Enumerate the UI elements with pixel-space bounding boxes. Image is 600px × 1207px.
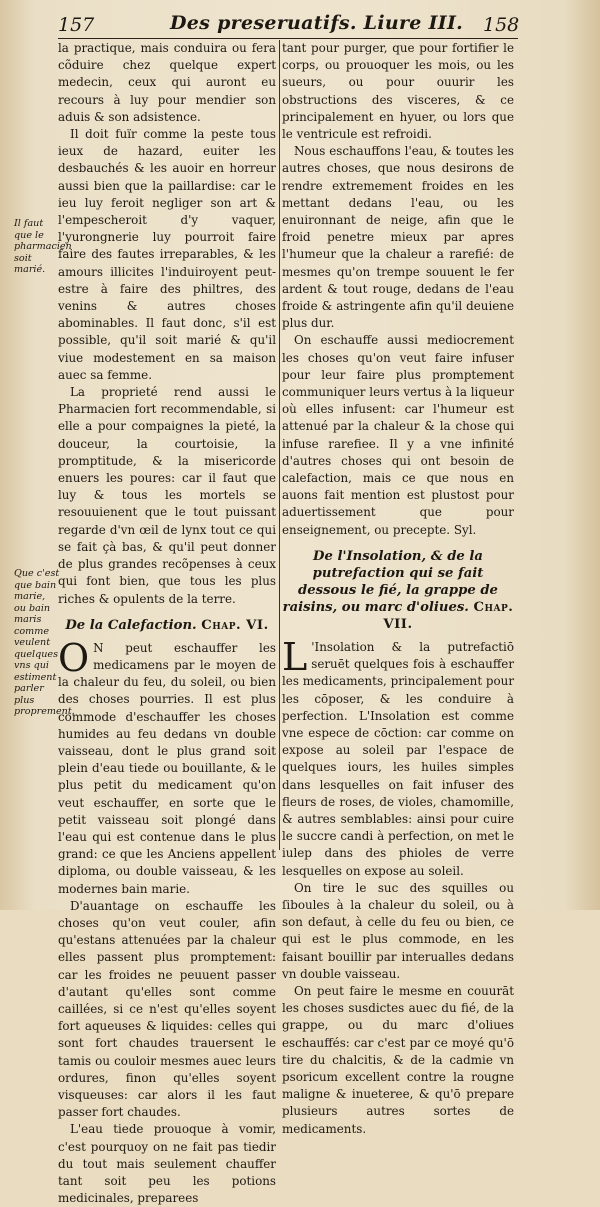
- page-number-right: 158: [483, 14, 520, 36]
- paragraph-text: 'Insolation & la putrefactiō seruēt quelques fois à eschauffer les medicaments, principalement pour les cōposer, & les conduire à perfection. L'Insolation est comme vne espece de cōction: car comme on expose au soleil par l'espace de quelques iours, les huiles simples dans lesquelles on fait infuser des fleurs de roses, de violes, chamomille, & autres semblables: ainsi pour cuire le succre candi à perfection, on met le iulep dans des phioles de verre lesquelles on expose au soleil.: [282, 639, 515, 878]
- chapter-number: Chap. VI.: [201, 617, 269, 633]
- drop-cap: O: [58, 635, 90, 680]
- chapter-heading: [282, 548, 514, 633]
- drop-cap: L: [282, 634, 308, 679]
- paragraph: [58, 635, 276, 898]
- left-column: [58, 40, 276, 1207]
- paragraph: Nous eschauffons l'eau, & toutes les autres choses, que nous desirons de rendre extremement froides en les mettant dedans l'eau, ou les enuironnant de neige, afin que le froid penetre mieux par apres l'humeur que la chaleur a rarefié: de mesmes qu'on trempe souuent le fer ardent & tout rouge, dedans de l'eau froide & astringente afin qu'il deuiene plus dur.: [282, 144, 514, 331]
- paragraph: D'auantage on eschauffe les choses qu'on veut couler, afin qu'estans attenuées par la chaleur elles passent plus promptement: car les froides ne peuuent passer d'autant qu'elles sont comme caillées, si ce n'est qu'elles soyent fort aqueuses & liquides: celles qui sont fort chaudes trauersent le tamis ou couloir mesmes auec leurs ordures, finon qu'elles soyent visqueuses: car alors il les faut passer fort chaudes.: [58, 898, 276, 1120]
- chapter-title: De l'Insolation, & de la putrefaction qui se fait dessous le fié, la grappe de raisins, ou marc d'oliues.: [282, 548, 498, 615]
- margin-note: Que c'est que bain marie, ou bain maris comme veulent quelques vns qui estiment parler plus proprement.: [14, 568, 75, 717]
- chapter-title: De la Calefaction.: [65, 617, 197, 633]
- paragraph: On eschauffe aussi mediocrement les choses qu'on veut faire infuser pour leur faire plus promptement communiquer leurs vertus à la liqueur où elles infusent: car l'humeur est attenué par la chaleur & la chose qui infuse rarefiee. Il y a vne infinité d'autres choses qui ont besoin de calefaction, mais ce que nous en auons fait mention est plustost pour aduertissement que pour enseignement, ou precepte. Syl.: [282, 333, 514, 537]
- margin-note: Il faut que le pharmacien soit marié.: [14, 218, 72, 275]
- paragraph: L'eau tiede prouoque à vomir, c'est pourquoy on ne fait pas tiedir du tout mais seulement chauffer tant soit peu les potions medicinales, preparees: [58, 1122, 276, 1206]
- paragraph: La proprieté rend aussi le Pharmacien fort recommendable, si elle a pour compaignes la pieté, la douceur, la courtoisie, la promptitude, & la misericorde enuers les poures: car il faut que luy & tous les mortels se resouuienent que le tout puissant regarde d'vn œil de lynx tout ce qui se fait çà bas, & qu'il peut donner de plus grandes recõpenses à ceux qui font bien, que tous les plus riches & opulents de la terre.: [58, 385, 276, 606]
- column-divider: [279, 40, 280, 850]
- page-number-left: 157: [58, 14, 95, 36]
- paragraph: On peut faire le mesme en couurāt les choses susdictes auec du fié, de la grappe, ou du marc d'oliues eschauffés: car c'est par ce moyé qu'ō tire du chalcitis, & de la cadmie vn psoricum excellent contre la rougne maligne & inueteree, & qu'ō prepare plusieurs autres sortes de medicaments.: [282, 983, 514, 1136]
- running-title: Des preseruatifs. Liure III.: [170, 12, 464, 34]
- paragraph-text: N peut eschauffer les medicamens par le moyen de la chaleur du feu, du soleil, ou bien des choses pourries. Il est plus commode d'eschauffer les choses humides au feu dedans vn double vaisseau, dont le plus grand soit plein d'eau tiede ou bouillante, & le plus petit du medicament qu'on veut eschauffer, en sorte que le petit vaisseau soit plongé dans l'eau qui est contenue dans le plus grand: ce que les Anciens appellent diploma, ou double vaisseau, & les modernes bain marie.: [58, 640, 276, 896]
- chapter-heading: [58, 617, 276, 634]
- paragraph: On tire le suc des squilles ou ſiboules à la chaleur du soleil, ou à son defaut, à celle du feu ou bien, ce qui est le plus commode, en les faisant bouillir par interualles dedans vn double vaisseau.: [282, 880, 514, 981]
- paragraph: Il doit fuïr comme la peste tous ieux de hazard, euiter les desbauchés & les auoir en horreur aussi bien que la paillardise: car le ieu luy feroit negliger son art & l'empescheroit d'y vaquer, l'yurongnerie luy pourroit faire faire des fautes irreparables, & les amours illicites l'induiroyent peut-estre à faire des philtres, des venins & autres choses abominables. Il faut donc, s'il est possible, qu'il soit marié & qu'il viue modestement en sa maison auec sa femme.: [58, 127, 276, 382]
- right-column: [282, 40, 514, 1138]
- paragraph: [282, 634, 515, 880]
- chapter-number: Chap. VII.: [383, 599, 514, 632]
- header-rule: [58, 38, 518, 39]
- paragraph: la practique, mais conduira ou fera cõduire chez quelque expert medecin, ceux qui auront eu recours à luy pour mendier son aduis & son adsistence.: [58, 41, 276, 124]
- paragraph: tant pour purger, que pour fortifier le corps, ou prouoquer les mois, ou les sueurs, ou pour ouurir les obstructions des visceres, & ce principalement en hyuer, ou lors que le ventricule est refroidi.: [282, 41, 514, 142]
- page-header: [58, 6, 518, 36]
